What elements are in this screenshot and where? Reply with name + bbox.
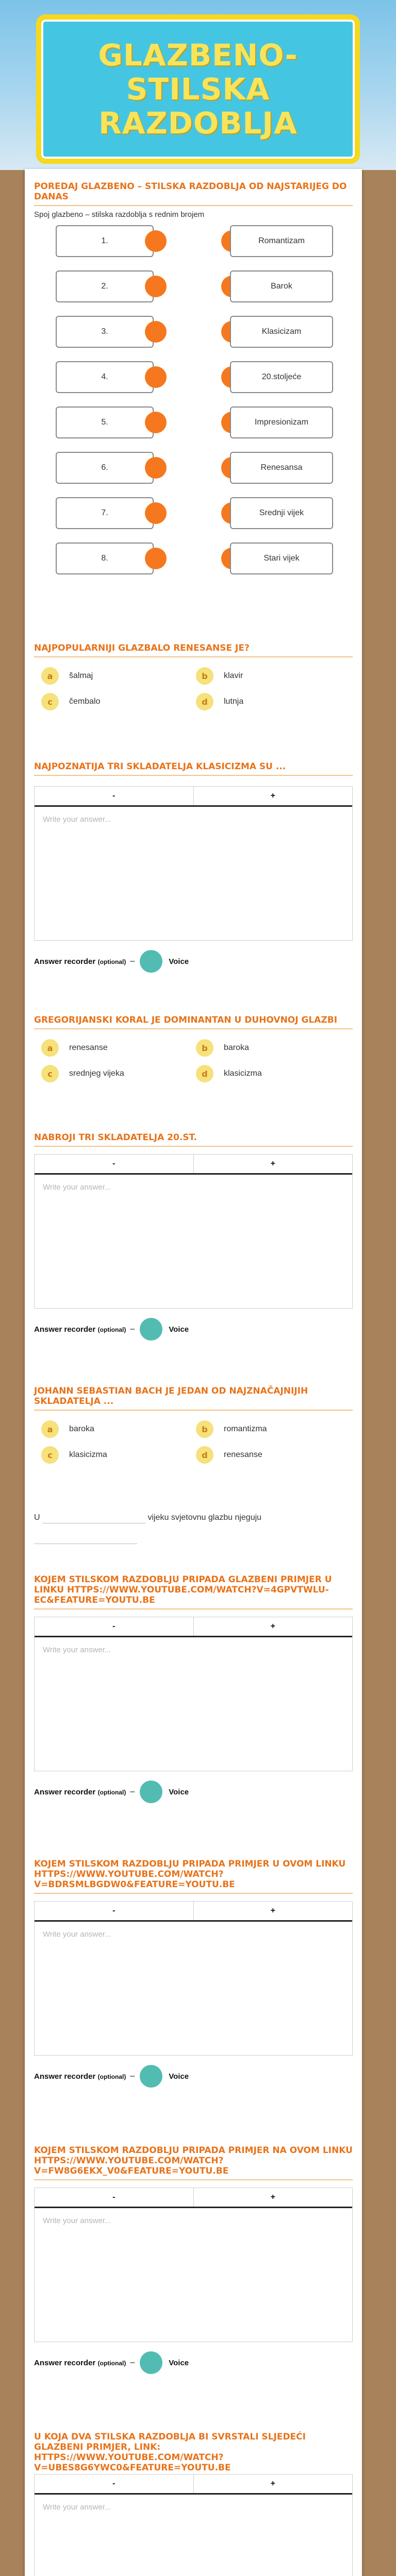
question-8 — [34, 1574, 353, 1797]
match-right-item[interactable]: Klasicizam — [230, 316, 333, 348]
answer-box — [34, 1154, 353, 1309]
option-text: baroka — [69, 1425, 94, 1433]
question-title: NABROJI TRI SKLADATELJA 20.ST. — [34, 1132, 353, 1147]
match-left-item[interactable]: 2. — [56, 270, 154, 302]
option-letter: a — [41, 1420, 59, 1438]
shrink-button[interactable]: - — [112, 2479, 116, 2488]
recorder-dash: – — [130, 2072, 135, 2080]
option-a[interactable] — [41, 665, 196, 687]
option-c[interactable] — [41, 1062, 196, 1085]
option-letter: d — [196, 693, 213, 710]
question-subtitle: Spoj glazbeno – stilska razdoblja s rednim brojem — [34, 210, 205, 219]
question-4 — [34, 1015, 353, 1090]
question-2 — [34, 643, 353, 718]
match-left-item[interactable]: 3. — [56, 316, 154, 348]
option-c[interactable] — [41, 690, 196, 713]
match-right-item[interactable]: Renesansa — [230, 452, 333, 484]
option-letter: b — [196, 1039, 213, 1057]
question-7 — [34, 1507, 353, 1549]
enlarge-button[interactable]: + — [193, 2475, 353, 2493]
match-right-item[interactable]: 20.stoljeće — [230, 361, 333, 393]
answer-recorder — [34, 949, 353, 974]
recorder-optional: (optional) — [97, 2359, 126, 2367]
option-letter: c — [41, 1065, 59, 1082]
option-b[interactable] — [196, 1418, 351, 1440]
recorder-label: Answer recorder — [34, 2072, 96, 2081]
option-text: klavir — [224, 671, 243, 680]
match-row — [34, 361, 353, 394]
match-left-item[interactable]: 1. — [56, 225, 154, 257]
matching-area — [34, 225, 353, 596]
enlarge-button[interactable]: + — [193, 1155, 353, 1173]
answer-box — [34, 1617, 353, 1771]
answer-input[interactable]: Write your answer... — [43, 1183, 111, 1192]
option-d[interactable] — [196, 1444, 351, 1466]
match-right-item[interactable]: Srednji vijek — [230, 497, 333, 529]
option-text: renesanse — [224, 1450, 262, 1459]
question-title: JOHANN SEBASTIAN BACH JE JEDAN OD NAJZNAČAJNIJIH SKLADATELJA ... — [34, 1386, 353, 1411]
answer-toolbar — [35, 2475, 352, 2495]
match-row — [34, 543, 353, 575]
recorder-optional: (optional) — [97, 1326, 126, 1333]
recorder-voice-label: Voice — [169, 2072, 189, 2081]
match-right-item[interactable]: Romantizam — [230, 225, 333, 257]
option-letter: c — [41, 1446, 59, 1464]
question-5 — [34, 1132, 353, 1334]
option-c[interactable] — [41, 1444, 196, 1466]
shrink-button[interactable]: - — [112, 791, 116, 800]
option-a[interactable] — [41, 1037, 196, 1059]
match-left-item[interactable]: 8. — [56, 543, 154, 574]
match-row — [34, 406, 353, 439]
match-row — [34, 316, 353, 349]
match-connector-dot[interactable] — [145, 548, 167, 569]
question-title: KOJEM STILSKOM RAZDOBLJU PRIPADA GLAZBENI PRIMJER U LINKU HTTPS://WWW.YOUTUBE.COM/WATCH?V=4GPVTWLU-EC&FEATURE=YOUTU.BE — [34, 1574, 353, 1609]
match-connector-dot[interactable] — [145, 276, 167, 297]
match-row — [34, 452, 353, 485]
option-text: klasicizma — [224, 1069, 262, 1078]
answer-input[interactable]: Write your answer... — [43, 2503, 111, 2512]
option-d[interactable] — [196, 690, 351, 713]
fill-blank-input[interactable] — [42, 1512, 145, 1523]
match-left-item[interactable]: 6. — [56, 452, 154, 484]
option-letter: d — [196, 1446, 213, 1464]
match-connector-dot[interactable] — [145, 457, 167, 479]
question-3 — [34, 761, 353, 966]
answer-toolbar — [35, 1155, 352, 1175]
enlarge-button[interactable]: + — [193, 1902, 353, 1920]
answer-input[interactable]: Write your answer... — [43, 1930, 111, 1939]
match-row — [34, 497, 353, 530]
question-title: GREGORIJANSKI KORAL JE DOMINANTAN U DUHOVNOJ GLAZBI — [34, 1015, 353, 1029]
question-10 — [34, 2145, 353, 2367]
question-title: POREDAJ GLAZBENO – STILSKA RAZDOBLJA OD NAJSTARIJEG DO DANAS — [34, 181, 353, 206]
recorder-label: Answer recorder — [34, 1325, 96, 1334]
recorder-dash: – — [130, 957, 135, 965]
recorder-dash: – — [130, 1325, 135, 1333]
recorder-optional: (optional) — [97, 958, 126, 965]
shrink-button[interactable]: - — [112, 1159, 116, 1168]
recorder-voice-label: Voice — [169, 1325, 189, 1334]
match-connector-dot[interactable] — [145, 502, 167, 524]
shrink-button[interactable]: - — [112, 1622, 116, 1631]
recorder-voice-label: Voice — [169, 2358, 189, 2367]
question-1 — [34, 181, 353, 596]
match-right-item[interactable]: Barok — [230, 270, 333, 302]
answer-recorder — [34, 2064, 353, 2089]
recorder-voice-label: Voice — [169, 957, 189, 966]
option-text: šalmaj — [69, 671, 93, 680]
record-voice-button[interactable] — [140, 950, 162, 973]
enlarge-button[interactable]: + — [193, 1617, 353, 1636]
record-voice-button[interactable] — [140, 1318, 162, 1341]
match-connector-dot[interactable] — [145, 366, 167, 388]
option-letter: a — [41, 667, 59, 685]
recorder-optional: (optional) — [97, 2073, 126, 2080]
answer-box — [34, 2188, 353, 2342]
answer-input[interactable]: Write your answer... — [43, 815, 111, 824]
enlarge-button[interactable]: + — [193, 787, 353, 805]
answer-toolbar — [35, 787, 352, 807]
enlarge-button[interactable]: + — [193, 2188, 353, 2207]
option-text: renesanse — [69, 1043, 108, 1052]
match-row — [34, 225, 353, 258]
title-card — [36, 14, 360, 164]
page-title: GLAZBENO-STILSKA RAZDOBLJA — [98, 38, 298, 141]
recorder-dash: – — [130, 1787, 135, 1796]
option-letter: b — [196, 1420, 213, 1438]
shrink-button[interactable]: - — [112, 2193, 116, 2201]
options — [34, 662, 353, 718]
match-left-item[interactable]: 5. — [56, 406, 154, 438]
question-title: NAJPOZNATIJA TRI SKLADATELJA KLASICIZMA SU ... — [34, 761, 353, 776]
match-right-item[interactable]: Impresionizam — [230, 406, 333, 438]
question-title: NAJPOPULARNIJI GLAZBALO RENESANSE JE? — [34, 643, 353, 657]
option-letter: a — [41, 1039, 59, 1057]
option-letter: b — [196, 667, 213, 685]
recorder-voice-label: Voice — [169, 1787, 189, 1797]
match-right-item[interactable]: Stari vijek — [230, 543, 333, 574]
options — [34, 1033, 353, 1090]
answer-input[interactable]: Write your answer... — [43, 2216, 111, 2225]
match-connector-dot[interactable] — [145, 412, 167, 433]
answer-input[interactable]: Write your answer... — [43, 1646, 111, 1654]
option-text: baroka — [224, 1043, 249, 1052]
answer-recorder — [34, 1317, 353, 1342]
match-connector-dot[interactable] — [145, 321, 167, 343]
recorder-optional: (optional) — [97, 1788, 126, 1796]
option-letter: d — [196, 1065, 213, 1082]
recorder-label: Answer recorder — [34, 957, 96, 966]
fill-after: vijeku svjetovnu glazbu njeguju — [147, 1513, 262, 1522]
recorder-dash: – — [130, 2358, 135, 2367]
option-a[interactable] — [41, 1418, 196, 1440]
option-text: klasicizma — [69, 1450, 107, 1459]
answer-toolbar — [35, 2188, 352, 2208]
question-11 — [34, 2432, 353, 2512]
option-b[interactable] — [196, 665, 351, 687]
options — [34, 1415, 353, 1471]
record-voice-button[interactable] — [140, 2351, 162, 2374]
question-title: U KOJA DVA STILSKA RAZDOBLJA BI SVRSTALI SLJEDEĆI GLAZBENI PRIMJER, LINK: HTTPS://WWW.YOUTUBE.COM/WATCH?V=UBES8G6YWC0&FEATURE=YOUTU.BE — [34, 2432, 353, 2477]
fill-blank-input[interactable] — [34, 1532, 137, 1544]
recorder-label: Answer recorder — [34, 2358, 96, 2367]
question-9 — [34, 1859, 353, 2081]
answer-box — [34, 2474, 353, 2576]
option-b[interactable] — [196, 1037, 351, 1059]
question-title: KOJEM STILSKOM RAZDOBLJU PRIPADA PRIMJER U OVOM LINKU HTTPS://WWW.YOUTUBE.COM/WATCH?V=BDRSMLBGDW0&FEATURE=YOUTU.BE — [34, 1859, 353, 1894]
question-6 — [34, 1386, 353, 1471]
worksheet — [25, 169, 362, 2576]
fill-before: U — [34, 1513, 40, 1522]
shrink-button[interactable]: - — [112, 1906, 116, 1915]
option-text: romantizma — [224, 1425, 267, 1433]
match-left-item[interactable]: 7. — [56, 497, 154, 529]
question-title: KOJEM STILSKOM RAZDOBLJU PRIPADA PRIMJER NA OVOM LINKU HTTPS://WWW.YOUTUBE.COM/WATCH?V=FW8G6EKX_V0&FEATURE=YOUTU.BE — [34, 2145, 353, 2180]
match-connector-dot[interactable] — [145, 230, 167, 252]
record-voice-button[interactable] — [140, 2065, 162, 2088]
option-letter: c — [41, 693, 59, 710]
match-left-item[interactable]: 4. — [56, 361, 154, 393]
answer-recorder — [34, 2350, 353, 2375]
option-d[interactable] — [196, 1062, 351, 1085]
answer-recorder — [34, 1780, 353, 1804]
answer-box — [34, 786, 353, 941]
option-text: lutnja — [224, 697, 244, 706]
answer-toolbar — [35, 1617, 352, 1637]
option-text: srednjeg vijeka — [69, 1069, 124, 1078]
match-row — [34, 270, 353, 303]
option-text: čembalo — [69, 697, 101, 706]
answer-box — [34, 1901, 353, 2056]
record-voice-button[interactable] — [140, 1781, 162, 1803]
recorder-label: Answer recorder — [34, 1787, 96, 1797]
answer-toolbar — [35, 1902, 352, 1922]
